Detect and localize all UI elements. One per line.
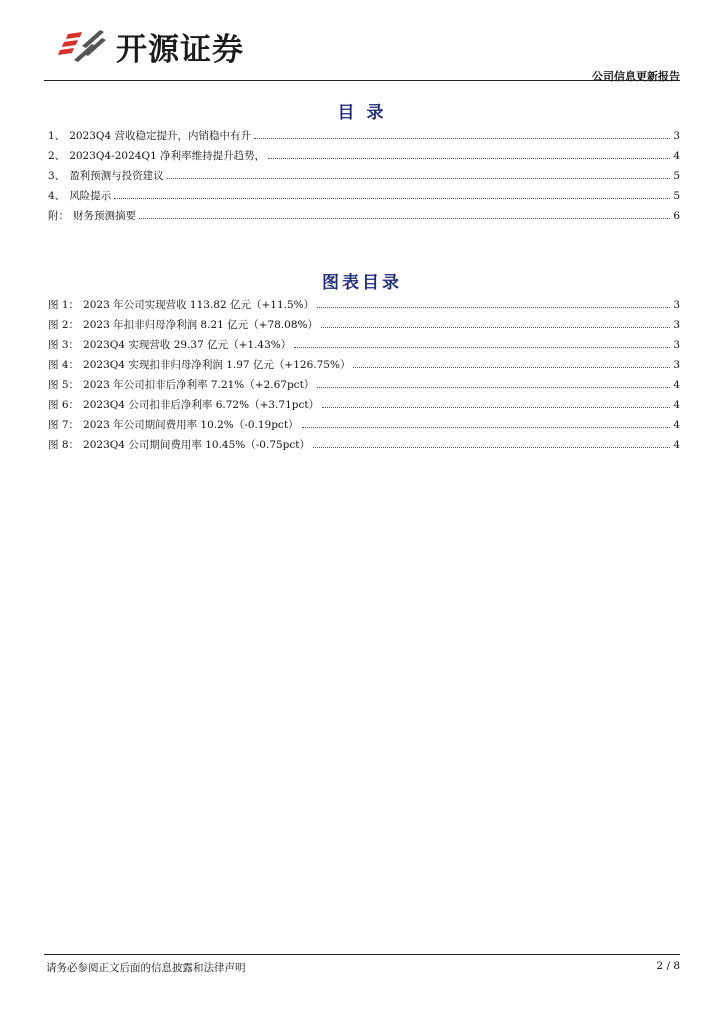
figure-entry-text: 2023Q4 公司期间费用率 10.45%（-0.75pct） xyxy=(83,439,311,451)
toc-entry-page: 4 xyxy=(673,150,680,162)
figure-entry[interactable] xyxy=(48,357,680,377)
toc-title: 目 录 xyxy=(337,103,387,123)
figure-entry-text: 2023 年公司实现营收 113.82 亿元（+11.5%） xyxy=(83,299,315,311)
figure-entry-text: 2023 年公司期间费用率 10.2%（-0.19pct） xyxy=(83,419,299,431)
figure-entry[interactable] xyxy=(48,437,680,457)
toc-entry-number: 1、 xyxy=(48,130,66,142)
figure-entry-number: 图 2： xyxy=(48,319,80,331)
toc-entry-text: 2023Q4 营收稳定提升，内销稳中有升 xyxy=(69,130,252,142)
dot-leader xyxy=(313,446,670,448)
dot-leader xyxy=(139,217,670,219)
toc-entry-text: 风险提示 xyxy=(69,190,112,202)
figure-entry-text: 2023 年扣非归母净利润 8.21 亿元（+78.08%） xyxy=(83,319,318,331)
figures-title: 图表目录 xyxy=(322,273,402,293)
dot-leader xyxy=(322,406,670,408)
figure-entry[interactable] xyxy=(48,337,680,357)
dot-leader xyxy=(317,386,670,388)
figure-entry-page: 3 xyxy=(673,299,680,311)
figure-entry-page: 4 xyxy=(673,379,680,391)
footer-divider xyxy=(44,954,680,955)
toc-entry-text: 2023Q4-2024Q1 净利率维持提升趋势， xyxy=(69,150,266,162)
dot-leader xyxy=(268,157,670,159)
figure-entry-number: 图 5： xyxy=(48,379,80,391)
dot-leader xyxy=(294,346,670,348)
figure-entry-text: 2023Q4 公司扣非后净利率 6.72%（+3.71pct） xyxy=(83,399,320,411)
figure-entry-page: 4 xyxy=(673,419,680,431)
page-number: 2 / 8 xyxy=(656,960,680,972)
header-divider xyxy=(44,80,680,81)
dot-leader xyxy=(353,366,670,368)
toc-entry-page: 3 xyxy=(673,130,680,142)
figure-entry-page: 3 xyxy=(673,319,680,331)
toc-entry-number: 附： xyxy=(48,210,69,222)
footer-disclaimer: 请务必参阅正文后面的信息披露和法律声明 xyxy=(46,962,246,974)
figure-entry-text: 2023Q4 实现营收 29.37 亿元（+1.43%） xyxy=(83,339,292,351)
toc-entry-text: 盈利预测与投资建议 xyxy=(69,170,164,182)
figure-entry-text: 2023 年公司扣非后净利率 7.21%（+2.67pct） xyxy=(83,379,315,391)
page-header xyxy=(44,18,680,83)
toc-entry-number: 2、 xyxy=(48,150,66,162)
toc-entry-page: 6 xyxy=(673,210,680,222)
figure-entry[interactable] xyxy=(48,397,680,417)
toc-entry[interactable] xyxy=(48,188,680,208)
figure-entry-page: 3 xyxy=(673,359,680,371)
figure-entry-text: 2023Q4 实现扣非归母净利润 1.97 亿元（+126.75%） xyxy=(83,359,351,371)
toc-entry[interactable] xyxy=(48,168,680,188)
dot-leader xyxy=(254,137,670,139)
figure-entry-number: 图 1： xyxy=(48,299,80,311)
toc-entry[interactable] xyxy=(48,208,680,228)
figure-entry[interactable] xyxy=(48,377,680,397)
dot-leader xyxy=(321,326,670,328)
figure-entry-number: 图 3： xyxy=(48,339,80,351)
dot-leader xyxy=(302,426,671,428)
figure-entry-number: 图 7： xyxy=(48,419,80,431)
figure-entry-page: 3 xyxy=(673,339,680,351)
toc-entry-page: 5 xyxy=(673,190,680,202)
figure-entry-page: 4 xyxy=(673,439,680,451)
figure-entry-number: 图 8： xyxy=(48,439,80,451)
toc-list xyxy=(48,128,680,228)
figure-entry[interactable] xyxy=(48,417,680,437)
toc-entry-page: 5 xyxy=(673,170,680,182)
figure-entry[interactable] xyxy=(48,297,680,317)
dot-leader xyxy=(167,177,671,179)
figure-entry[interactable] xyxy=(48,317,680,337)
toc-entry-number: 3、 xyxy=(48,170,66,182)
toc-entry[interactable] xyxy=(48,128,680,148)
report-type-label: 公司信息更新报告 xyxy=(592,70,680,83)
toc-entry-text: 财务预测摘要 xyxy=(73,210,136,222)
figure-entry-number: 图 4： xyxy=(48,359,80,371)
dot-leader xyxy=(114,197,670,199)
toc-entry-number: 4、 xyxy=(48,190,66,202)
kaiyuan-logo-icon xyxy=(58,24,108,64)
figure-entry-number: 图 6： xyxy=(48,399,80,411)
company-logo-text: 开源证券 xyxy=(116,32,244,68)
dot-leader xyxy=(317,306,670,308)
toc-entry[interactable] xyxy=(48,148,680,168)
figure-entry-page: 4 xyxy=(673,399,680,411)
figures-list xyxy=(48,297,680,457)
